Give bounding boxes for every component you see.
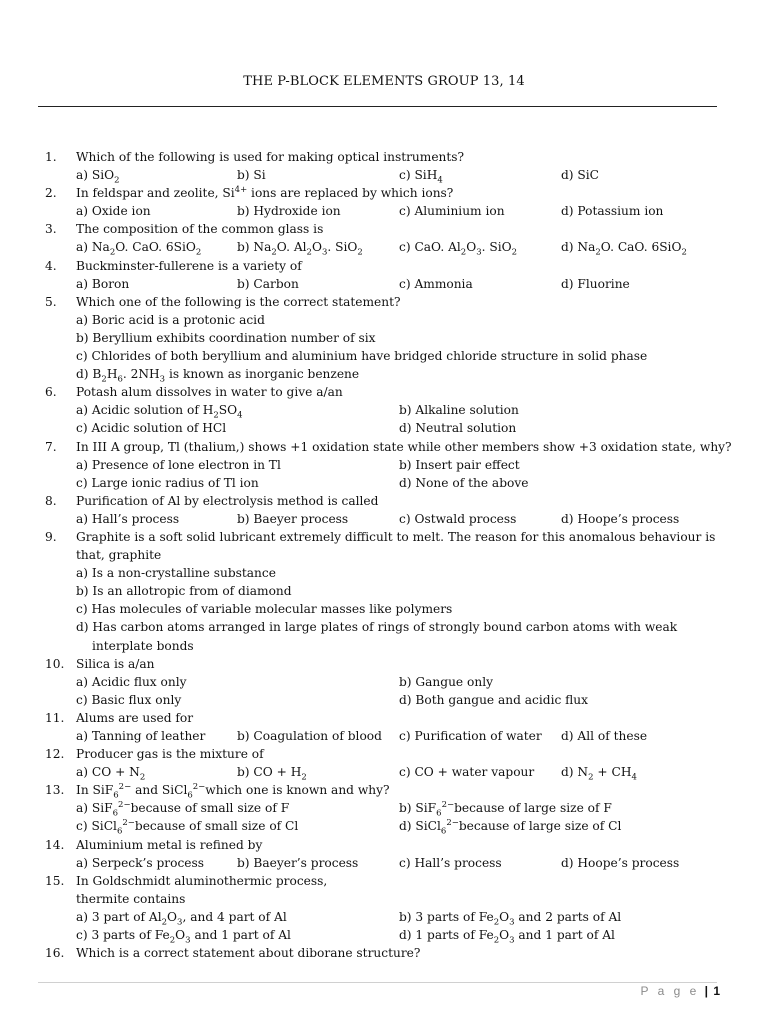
question-line bbox=[0, 836, 768, 854]
answer-option: d) Neutral solution bbox=[399, 421, 517, 436]
answer-option: a) Boric acid is a protonic acid bbox=[76, 312, 265, 327]
question-line bbox=[0, 220, 768, 238]
text-line bbox=[0, 673, 768, 691]
answer-option: c) Chlorides of both beryllium and aluminium have bridged chloride structure in solid phase bbox=[76, 349, 648, 364]
question-text: that, graphite bbox=[76, 548, 162, 563]
question-text: Producer gas is the mixture of bbox=[76, 747, 264, 762]
question-number: 4. bbox=[45, 258, 57, 273]
question-text: In SiF$_6^{2-}$ and SiCl$_6^{2-}$which one is known and why? bbox=[76, 782, 390, 801]
text-line bbox=[0, 456, 768, 474]
answer-option: a) Tanning of leather bbox=[76, 729, 206, 743]
answer-option: c) 3 parts of $Fe_2O_3$ and 1 part of Al bbox=[76, 928, 291, 946]
page-separator: | bbox=[704, 984, 708, 998]
question-text: In Goldschmidt aluminothermic process, bbox=[76, 873, 328, 888]
question-text: In III A group, Tl (thalium,) shows +1 oxidation state while other members show +3 oxidation state, why? bbox=[76, 439, 732, 454]
question-number: 16. bbox=[45, 946, 65, 961]
answer-option: b) Baeyer process bbox=[237, 511, 349, 526]
question-line bbox=[0, 383, 768, 401]
answer-option: d) Both gangue and acidic flux bbox=[399, 692, 589, 707]
text-line bbox=[0, 763, 768, 781]
question-line bbox=[0, 655, 768, 673]
page-label: P a g e bbox=[640, 984, 700, 998]
answer-option: a) Oxide ion bbox=[76, 204, 151, 219]
question-text: In feldspar and zeolite, $Si^{4+}$ ions are replaced by which ions? bbox=[76, 185, 454, 201]
text-line bbox=[0, 908, 768, 926]
question-line bbox=[0, 438, 768, 456]
text-line bbox=[0, 401, 768, 419]
answer-option: a) CO + $N_2$ bbox=[76, 765, 146, 783]
text-line bbox=[0, 564, 768, 582]
question-text: Which one of the following is the correct statement? bbox=[76, 294, 401, 309]
answer-option: d) Hoope’s process bbox=[561, 511, 680, 526]
text-line bbox=[0, 329, 768, 347]
question-number: 1. bbox=[45, 150, 57, 164]
text-line bbox=[0, 419, 768, 437]
answer-option: b) Coagulation of blood bbox=[237, 729, 382, 743]
answer-option: a) Presence of lone electron in Tl bbox=[76, 457, 281, 472]
question-text: The composition of the common glass is bbox=[76, 222, 324, 237]
text-line bbox=[0, 890, 768, 908]
question-line bbox=[0, 872, 768, 890]
question-text: Potash alum dissolves in water to give a/an bbox=[76, 385, 343, 400]
question-number: 3. bbox=[45, 222, 57, 237]
question-number: 7. bbox=[45, 439, 57, 454]
text-line bbox=[0, 799, 768, 817]
question-number: 15. bbox=[45, 873, 65, 888]
text-line bbox=[0, 365, 768, 383]
text-line bbox=[0, 202, 768, 220]
title-divider bbox=[38, 106, 717, 107]
answer-option: c) Hall’s process bbox=[399, 855, 502, 870]
text-line bbox=[0, 311, 768, 329]
answer-option: d) SiCl$_6^{2-}$because of large size of Cl bbox=[399, 818, 622, 837]
answer-option: a) SiO$_2$ bbox=[76, 168, 120, 186]
text-line bbox=[0, 166, 768, 184]
answer-option: d) $Na_2O$. CaO. 6SiO$_2$ bbox=[561, 240, 687, 258]
text-line bbox=[0, 727, 768, 745]
question-line bbox=[0, 745, 768, 763]
answer-option: d) Potassium ion bbox=[561, 204, 664, 219]
answer-option: c) Ammonia bbox=[399, 276, 473, 291]
question-line bbox=[0, 257, 768, 275]
question-text: Which is a correct statement about diborane structure? bbox=[76, 946, 421, 961]
text-line bbox=[0, 546, 768, 564]
question-number: 2. bbox=[45, 186, 57, 201]
answer-option: a) Serpeck’s process bbox=[76, 855, 205, 870]
answer-option: b) Hydroxide ion bbox=[237, 204, 341, 219]
question-line bbox=[0, 781, 768, 799]
question-number: 6. bbox=[45, 385, 57, 400]
page-number: 1 bbox=[713, 984, 720, 998]
answer-option: c) CO + water vapour bbox=[399, 765, 535, 780]
question-number: 8. bbox=[45, 493, 57, 508]
answer-option: c) Basic flux only bbox=[76, 692, 182, 707]
document-title: THE P-BLOCK ELEMENTS GROUP 13, 14 bbox=[243, 74, 525, 89]
text-line bbox=[0, 600, 768, 618]
answer-option: d) Has carbon atoms arranged in large plates of rings of strongly bound carbon atoms with weak bbox=[76, 620, 678, 635]
answer-option: b) Si bbox=[237, 168, 266, 183]
question-list bbox=[0, 148, 768, 962]
answer-option: d) None of the above bbox=[399, 475, 529, 490]
answer-option: b) SiF$_6^{2-}$because of large size of F bbox=[399, 800, 612, 819]
question-text: Which of the following is used for making optical instruments? bbox=[76, 150, 465, 164]
question-line bbox=[0, 492, 768, 510]
text-line bbox=[0, 817, 768, 835]
answer-option: a) Acidic flux only bbox=[76, 674, 187, 689]
question-line bbox=[0, 148, 768, 166]
question-number: 11. bbox=[45, 710, 65, 725]
text-line bbox=[0, 637, 768, 655]
question-line bbox=[0, 184, 768, 202]
answer-option: b) Carbon bbox=[237, 276, 299, 291]
answer-option: c) Ostwald process bbox=[399, 511, 517, 526]
answer-option: b) $Na_2O$. $Al_2O_3$. SiO$_2$ bbox=[237, 240, 363, 258]
question-number: 9. bbox=[45, 529, 57, 544]
answer-option: d) 1 parts of $Fe_2O_3$ and 1 part of Al bbox=[399, 928, 615, 946]
question-text: Silica is a/an bbox=[76, 656, 155, 671]
text-line bbox=[0, 474, 768, 492]
answer-option: a) Acidic solution of $H_2SO_4$ bbox=[76, 403, 243, 421]
answer-option: a) 3 part of $Al_2O_3$, and 4 part of Al bbox=[76, 909, 287, 928]
answer-option: c) Large ionic radius of Tl ion bbox=[76, 475, 259, 490]
question-text: Aluminium metal is refined by bbox=[76, 837, 263, 852]
answer-option: d) Fluorine bbox=[561, 276, 630, 291]
question-number: 13. bbox=[45, 783, 65, 798]
text-line bbox=[0, 691, 768, 709]
question-line bbox=[0, 709, 768, 727]
answer-option: b) Gangue only bbox=[399, 674, 493, 689]
text-line bbox=[0, 275, 768, 293]
answer-option: c) Has molecules of variable molecular masses like polymers bbox=[76, 602, 453, 617]
answer-option-continuation: interplate bonds bbox=[92, 638, 194, 653]
text-line bbox=[0, 926, 768, 944]
answer-option: c) Aluminium ion bbox=[399, 204, 505, 219]
question-text: Graphite is a soft solid lubricant extremely difficult to melt. The reason for this anomalous behaviour is bbox=[76, 529, 716, 544]
answer-option: c) Acidic solution of HCl bbox=[76, 421, 227, 436]
answer-option: b) Baeyer’s process bbox=[237, 855, 359, 870]
answer-option: c) Purification of water bbox=[399, 729, 542, 743]
text-line bbox=[0, 618, 768, 636]
answer-option: b) CO + $H_2$ bbox=[237, 765, 307, 783]
question-number: 10. bbox=[45, 656, 65, 671]
answer-option: b) Beryllium exhibits coordination number of six bbox=[76, 330, 376, 345]
answer-option: a) Is a non-crystalline substance bbox=[76, 566, 276, 581]
question-text: Buckminster-fullerene is a variety of bbox=[76, 258, 302, 273]
text-line bbox=[0, 347, 768, 365]
answer-option: a) Boron bbox=[76, 276, 130, 291]
answer-option: d) $N_2 + CH_4$ bbox=[561, 765, 637, 783]
answer-option: c) CaO. $Al_2O_3$. SiO$_2$ bbox=[399, 240, 518, 258]
question-text: thermite contains bbox=[76, 891, 186, 906]
text-line bbox=[0, 582, 768, 600]
question-number: 5. bbox=[45, 294, 57, 309]
answer-option: b) Alkaline solution bbox=[399, 403, 519, 418]
question-line bbox=[0, 293, 768, 311]
footer-divider bbox=[38, 982, 717, 983]
text-line bbox=[0, 510, 768, 528]
question-line bbox=[0, 528, 768, 546]
answer-option: a) $Na_2O$. CaO. 6SiO$_2$ bbox=[76, 240, 202, 258]
answer-option: d) Hoope’s process bbox=[561, 855, 680, 870]
question-number: 12. bbox=[45, 747, 65, 762]
text-line bbox=[0, 238, 768, 256]
question-text: Purification of Al by electrolysis method is called bbox=[76, 493, 379, 508]
answer-option: d) SiC bbox=[561, 168, 600, 183]
answer-option: d) $B_2H_6$. $2NH_3$ is known as inorganic benzene bbox=[76, 367, 360, 385]
page-footer bbox=[640, 984, 720, 998]
answer-option: a) Hall’s process bbox=[76, 511, 180, 526]
question-number: 14. bbox=[45, 837, 65, 852]
question-line bbox=[0, 944, 768, 962]
text-line bbox=[0, 854, 768, 872]
answer-option: c) SiCl$_6^{2-}$because of small size of Cl bbox=[76, 818, 299, 837]
question-text: Alums are used for bbox=[76, 710, 194, 725]
answer-option: b) Is an allotropic from of diamond bbox=[76, 584, 292, 599]
answer-option: d) All of these bbox=[561, 729, 648, 743]
answer-option: a) SiF$_6^{2-}$because of small size of F bbox=[76, 800, 290, 819]
answer-option: b) Insert pair effect bbox=[399, 457, 520, 472]
answer-option: c) SiH$_4$ bbox=[399, 168, 443, 186]
answer-option: b) 3 parts of $Fe_2O_3$ and 2 parts of Al bbox=[399, 909, 622, 928]
